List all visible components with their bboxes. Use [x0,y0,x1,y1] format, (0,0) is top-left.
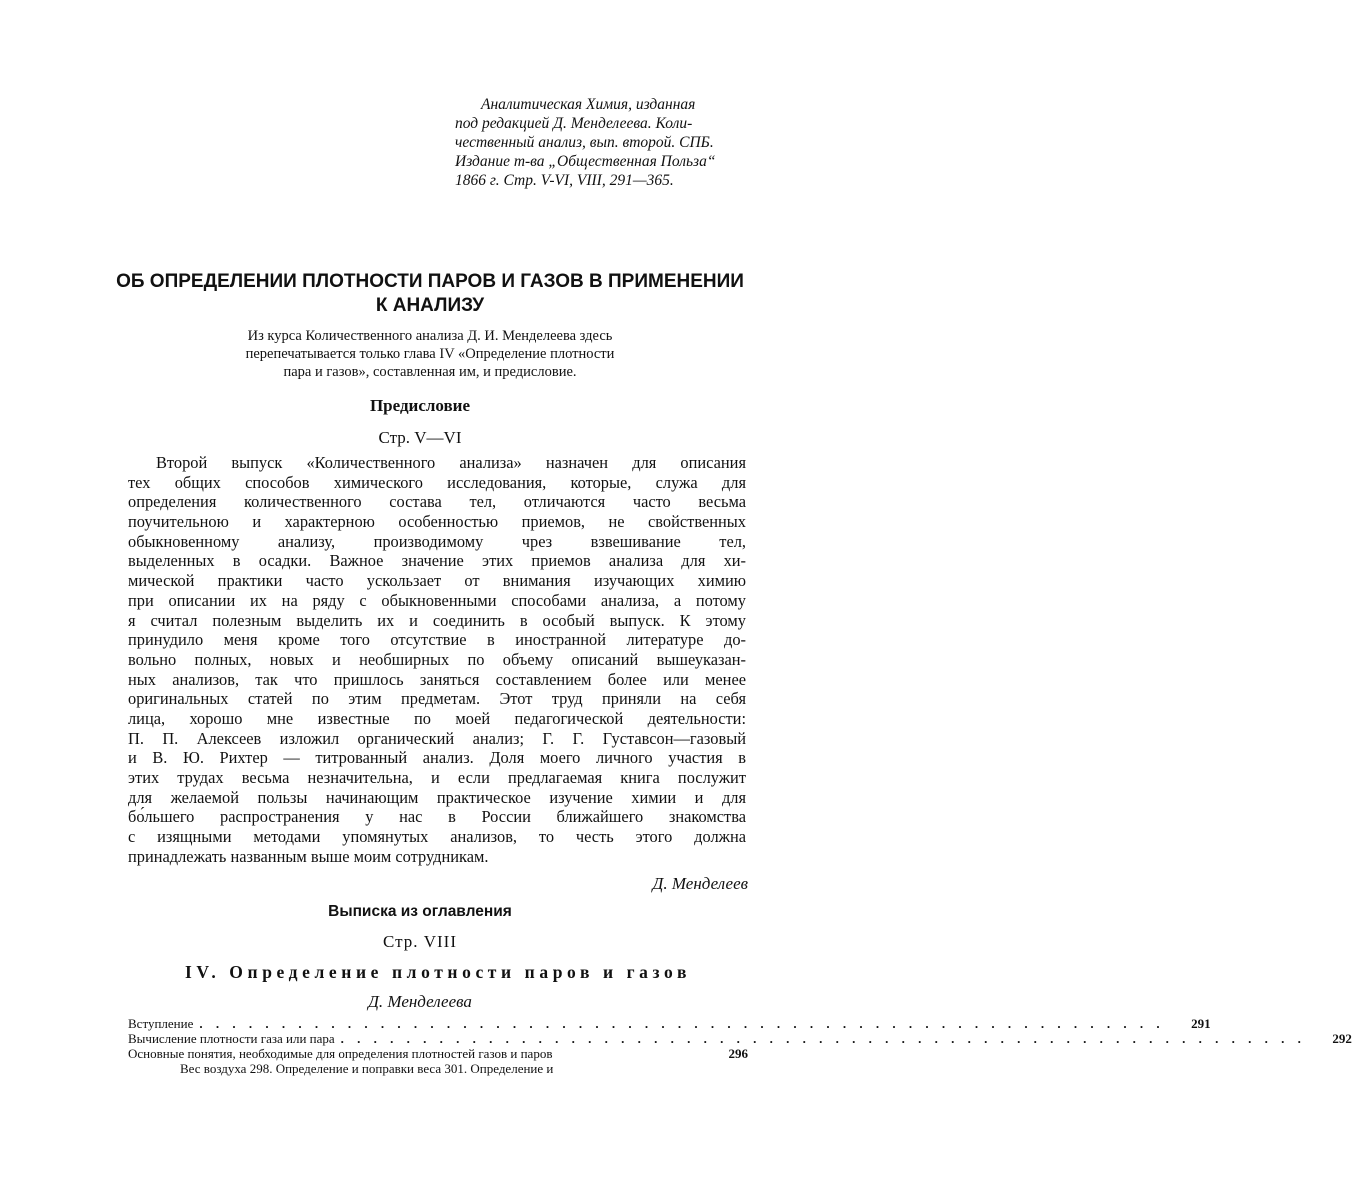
toc-entry-page: 296 [728,1046,748,1061]
preface-body [128,453,746,866]
preface-line: оригинальных статей по этим предметам. Этот труд приняли на себя [128,689,746,709]
contents-page-ref: Стр. VIII [382,932,457,951]
preface-line: Второй выпуск «Количественного анализа» назначен для описания [156,453,746,472]
preface-line: лица, хорошо мне известные по моей педагогической деятельности: [128,708,746,728]
toc-entry [128,1016,1211,1031]
title-line-1: ОБ ОПРЕДЕЛЕНИИ ПЛОТНОСТИ ПАРОВ И ГАЗОВ В ПРИМЕНЕНИИ [116,271,744,292]
toc-entry [128,1031,1352,1046]
table-of-contents [128,1016,1352,1076]
preface-line: тех общих способов химического исследования, которые, служа для [128,472,746,492]
toc-entry-page: 291 [1191,1016,1211,1031]
preface-line: ных анализов, так что пришлось заняться составлением более или менее [128,669,746,689]
preface-line: принадлежать названным выше моим сотрудникам. [128,846,489,866]
preface-line: для желаемой пользы начинающим практическое изучение химии и для [128,787,746,807]
chapter-author: Д. Менделеева [368,992,472,1011]
preface-line: я считал полезным выделить их и соединить в особый выпуск. К этому [128,610,746,630]
preface-line: бо́льшего распространения у нас в России ближайшего знакомства [128,807,746,827]
toc-entry-label: Вычисление плотности газа или пара [128,1031,335,1046]
intro-note-line: пара и газов», составленная им, и предисловие. [283,364,577,380]
title-line-2: К АНАЛИЗУ [375,295,485,316]
intro-note [160,327,700,381]
preface-line: этих трудах весьма незначительна, и если предлагаемая книга послужит [128,768,746,787]
epigraph-line: 1866 г. Стр. V-VI, VIII, 291—365. [455,172,674,189]
preface-line: при описании их на ряду с обыкновенными способами анализа, а потому [128,590,746,610]
preface-signature: Д. Менделеев [652,874,748,893]
preface-line: выделенных в осадки. Важное значение этих приемов анализа для хи- [128,551,746,571]
intro-note-line: перепечатывается только глава IV «Определение плотности [245,346,615,362]
preface-line: вольно полных, новых и необширных по объему описаний вышеуказан- [128,649,746,669]
intro-note-line: Из курса Количественного анализа Д. И. Менделеева здесь [247,328,613,344]
preface-line: и В. Ю. Рихтер — титрованный анализ. Доля моего личного участия в [128,748,746,768]
preface-line: принудило меня кроме того отсутствие в иностранной литературе до- [128,630,746,650]
toc-subentry-line: Вес воздуха 298. Определение и поправки веса 301. Определение и [180,1061,554,1076]
preface-line: с изящными методами упомянутых анализов, то честь этого должна [128,827,746,847]
contents-extract-heading: Выписка из оглавления [328,903,512,920]
epigraph-line: чественный анализ, вып. второй. СПБ. [455,134,714,151]
toc-entry-page: 292 [1332,1031,1352,1046]
chapter-title: IV. Определение плотности паров и газов [184,962,692,982]
preface-line: мической практики часто ускользает от внимания изучающих химию [128,571,746,591]
epigraph-line: Издание т-ва „Общественная Польза“ [455,153,716,170]
toc-entry [128,1046,748,1061]
epigraph-line: под редакцией Д. Менделеева. Коли- [455,115,693,132]
article-title [90,270,770,318]
toc-entry-label: Основные понятия, необходимые для определения плотностей газов и паров [128,1046,553,1061]
dot-leader: . . . . . . . . . . . . . . . . . . . . . . . . . . . . . . . . . . . . . . . . . . . . . . . . . . . . . . . . . . . [199,1016,1165,1031]
epigraph-line: Аналитическая Химия, изданная [481,96,696,113]
preface-page-ref: Стр. V—VI [378,428,462,447]
preface-line: обыкновенному анализу, производимому чрез взвешивание тел, [128,531,746,551]
preface-line: поучительною и характерною особенностью приемов, не свойственных [128,512,746,532]
preface-heading: Предисловие [369,396,471,415]
preface-line: определения количественного состава тел, отличаются часто весьма [128,492,746,512]
toc-entry-label: Вступление [128,1016,194,1031]
preface-line: П. П. Алексеев изложил органический анализ; Г. Г. Густавсон—газовый [128,728,746,748]
bibliographic-epigraph [455,95,755,190]
dot-leader: . . . . . . . . . . . . . . . . . . . . . . . . . . . . . . . . . . . . . . . . . . . . . . . . . . . . . . . . . . . [340,1031,1306,1046]
